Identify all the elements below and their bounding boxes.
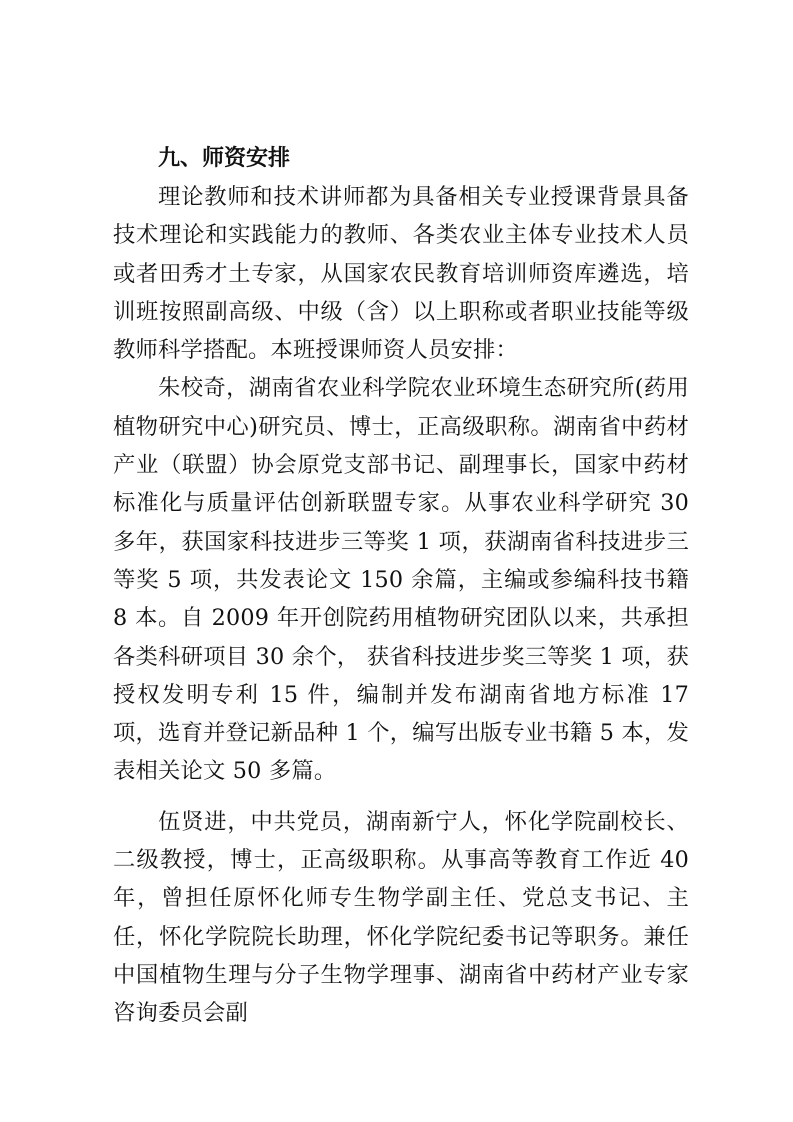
paragraph-faculty-overview: 理论教师和技术讲师都为具备相关专业授课背景具备技术理论和实践能力的教师、各类农业主体专业技术人员或者田秀才土专家，从国家农民教育培训师资库遴选，培训班按照副高级、中级（含）以上职称或者职业技能等级教师科学搭配。本班授课师资人员安排： [113, 184, 689, 364]
paragraph-wu-xianjin: 伍贤进，中共党员，湖南新宁人，怀化学院副校长、二级教授，博士，正高级职称。从事高等教育工作近 40 年，曾担任原怀化师专生物学副主任、党总支书记、主任，怀化学院院长助理，怀化学院纪委书记等职务。兼任中国植物生理与分子生物学理事、湖南省中药材产业专家咨询委员会副 [113, 808, 689, 1027]
section-heading: 九、师资安排 [158, 146, 291, 171]
document-body [113, 140, 689, 1033]
paragraph-zhu-xiaoqi: 朱校奇，湖南省农业科学院农业环境生态研究所(药用植物研究中心)研究员、博士，正高级职称。湖南省中药材产业（联盟）协会原党支部书记、副理事长，国家中药材标准化与质量评估创新联盟专家。从事农业科学研究 30 多年，获国家科技进步三等奖 1 项，获湖南省科技进步三等奖 5 项，共发表论文 150 余篇，主编或参编科技书籍 8 本。自 2009 年开创院药用植物研究团队以来，共承担各类科研项目 30 余个， 获省科技进步奖三等奖 1 项，获授权发明专利 15 件，编制并发布湖南省地方标准 17 项，选育并登记新品种 1 个，编写出版专业书籍 5 本，发表相关论文 50 多篇。 [113, 375, 689, 785]
